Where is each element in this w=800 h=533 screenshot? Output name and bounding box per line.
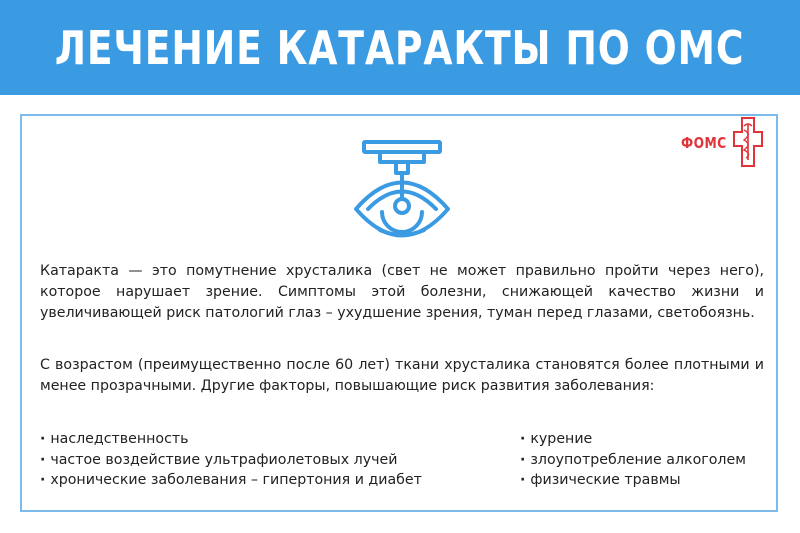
paragraph-definition: Катаракта — это помутнение хрусталика (свет не может правильно пройти через него), которое нарушает зрение. Симптомы этой болезни, снижающей качество жизни и увеличивающей риск патологий глаз – ухудшение зрения, туман перед глазами, светобоязнь. (40, 263, 764, 321)
list-item: · злоупотребление алкоголем (520, 450, 746, 471)
info-card (20, 114, 778, 512)
medical-cross-icon (732, 116, 764, 168)
list-item: · физические травмы (520, 470, 746, 491)
factors-list-left (40, 429, 422, 491)
list-item: · частое воздействие ультрафиолетовых лучей (40, 450, 422, 471)
header-banner (0, 0, 800, 95)
foms-logo (679, 116, 764, 174)
logo-text: ФОМС (681, 134, 727, 152)
list-item: · курение (520, 429, 746, 450)
paragraph-risk-factors: С возрастом (преимущественно после 60 лет) ткани хрусталика становятся более плотными и менее прозрачными. Другие факторы, повышающие риск развития заболевания: (40, 357, 764, 394)
list-item: · хронические заболевания – гипертония и диабет (40, 470, 422, 491)
list-item: · наследственность (40, 429, 422, 450)
page-title: ЛЕЧЕНИЕ КАТАРАКТЫ ПО ОМС (55, 20, 745, 75)
eye-laser-icon (352, 134, 452, 246)
factors-list-right (520, 429, 746, 491)
